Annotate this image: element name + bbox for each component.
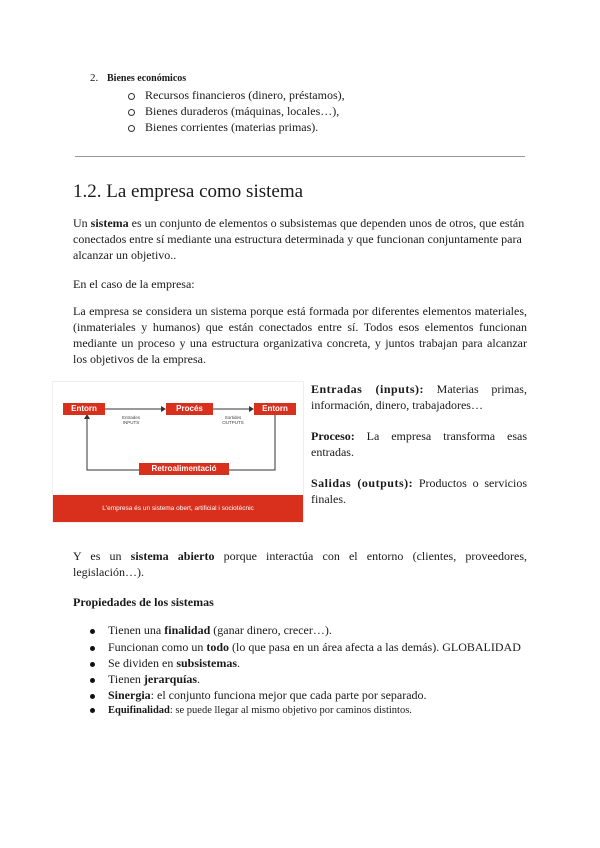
bullet-icon	[90, 694, 95, 699]
proces-box: Procés	[166, 403, 213, 415]
paragraph-open-system: Y es un sistema abierto porque interactúa con el entorno (clientes, proveedores, legislación…).	[73, 549, 528, 579]
system-diagram	[52, 381, 304, 523]
bullet-icon	[90, 629, 95, 634]
bullet-icon	[90, 708, 95, 713]
feedback-line	[87, 419, 139, 470]
diagram-caption: L'empresa és un sistema obert, artificial i sociotècnic	[53, 495, 303, 522]
outputs-label: Sortides OUTPUTS	[222, 415, 244, 425]
list-number: 2.	[90, 72, 99, 84]
inputs-label: Entrades INPUTS	[121, 415, 140, 425]
list-title: Bienes económicos	[107, 73, 187, 84]
paragraph-company-case: En el caso de la empresa:	[73, 277, 195, 291]
sublist-item: Bienes corrientes (materias primas).	[128, 119, 318, 135]
entorn-right-box: Entorn	[254, 403, 296, 415]
entradas-description: Entradas (inputs): Materias primas, información, dinero, trabajadores…	[311, 382, 527, 412]
list-item: Funcionan como un todo (lo que pasa en un área afecta a las demás). GLOBALIDAD	[90, 639, 521, 655]
list-item: Sinergia: el conjunto funciona mejor que cada parte por separado.	[90, 687, 427, 703]
salidas-description: Salidas (outputs): Productos o servicios finales.	[311, 476, 528, 506]
paragraph-company-system: La empresa se considera un sistema porque está formada por diferentes elementos materiales, (inmateriales y humanos) que están conectados entre sí. Todos esos elementos funcionan mediante un proceso y una estructura organizativa concreta, y juntos trabajan para alcanzar los objetivos de la empresa.	[73, 304, 527, 366]
retroalimentacio-box: Retroalimentació	[139, 463, 229, 475]
circle-bullet-icon	[128, 125, 135, 132]
bullet-icon	[90, 662, 95, 667]
list-item: Tienen jerarquías.	[90, 671, 200, 687]
circle-bullet-icon	[128, 109, 135, 116]
list-item: Tienen una finalidad (ganar dinero, crecer…).	[90, 622, 332, 638]
bullet-icon	[90, 646, 95, 651]
sublist-item: Bienes duraderos (máquinas, locales…),	[128, 103, 339, 119]
circle-bullet-icon	[128, 93, 135, 100]
bullet-icon	[90, 678, 95, 683]
horizontal-divider	[75, 156, 525, 157]
list-item: Se dividen en subsistemas.	[90, 655, 240, 671]
properties-heading: Propiedades de los sistemas	[73, 595, 214, 609]
list-item: Equifinalidad: se puede llegar al mismo objetivo por caminos distintos.	[90, 703, 412, 719]
list-item-bienes-economicos	[90, 70, 186, 87]
paragraph-system-definition: Un sistema es un conjunto de elementos o subsistemas que dependen unos de otros, que están conectados entre sí mediante una estructura determinada y que funcionan conjuntamente para alcanzar un objetivo..	[73, 216, 525, 262]
sublist-item: Recursos financieros (dinero, préstamos),	[128, 87, 345, 103]
section-heading: 1.2. La empresa como sistema	[73, 181, 304, 202]
entorn-left-box: Entorn	[63, 403, 105, 415]
proceso-description: Proceso: La empresa transforma esas entradas.	[311, 429, 527, 459]
